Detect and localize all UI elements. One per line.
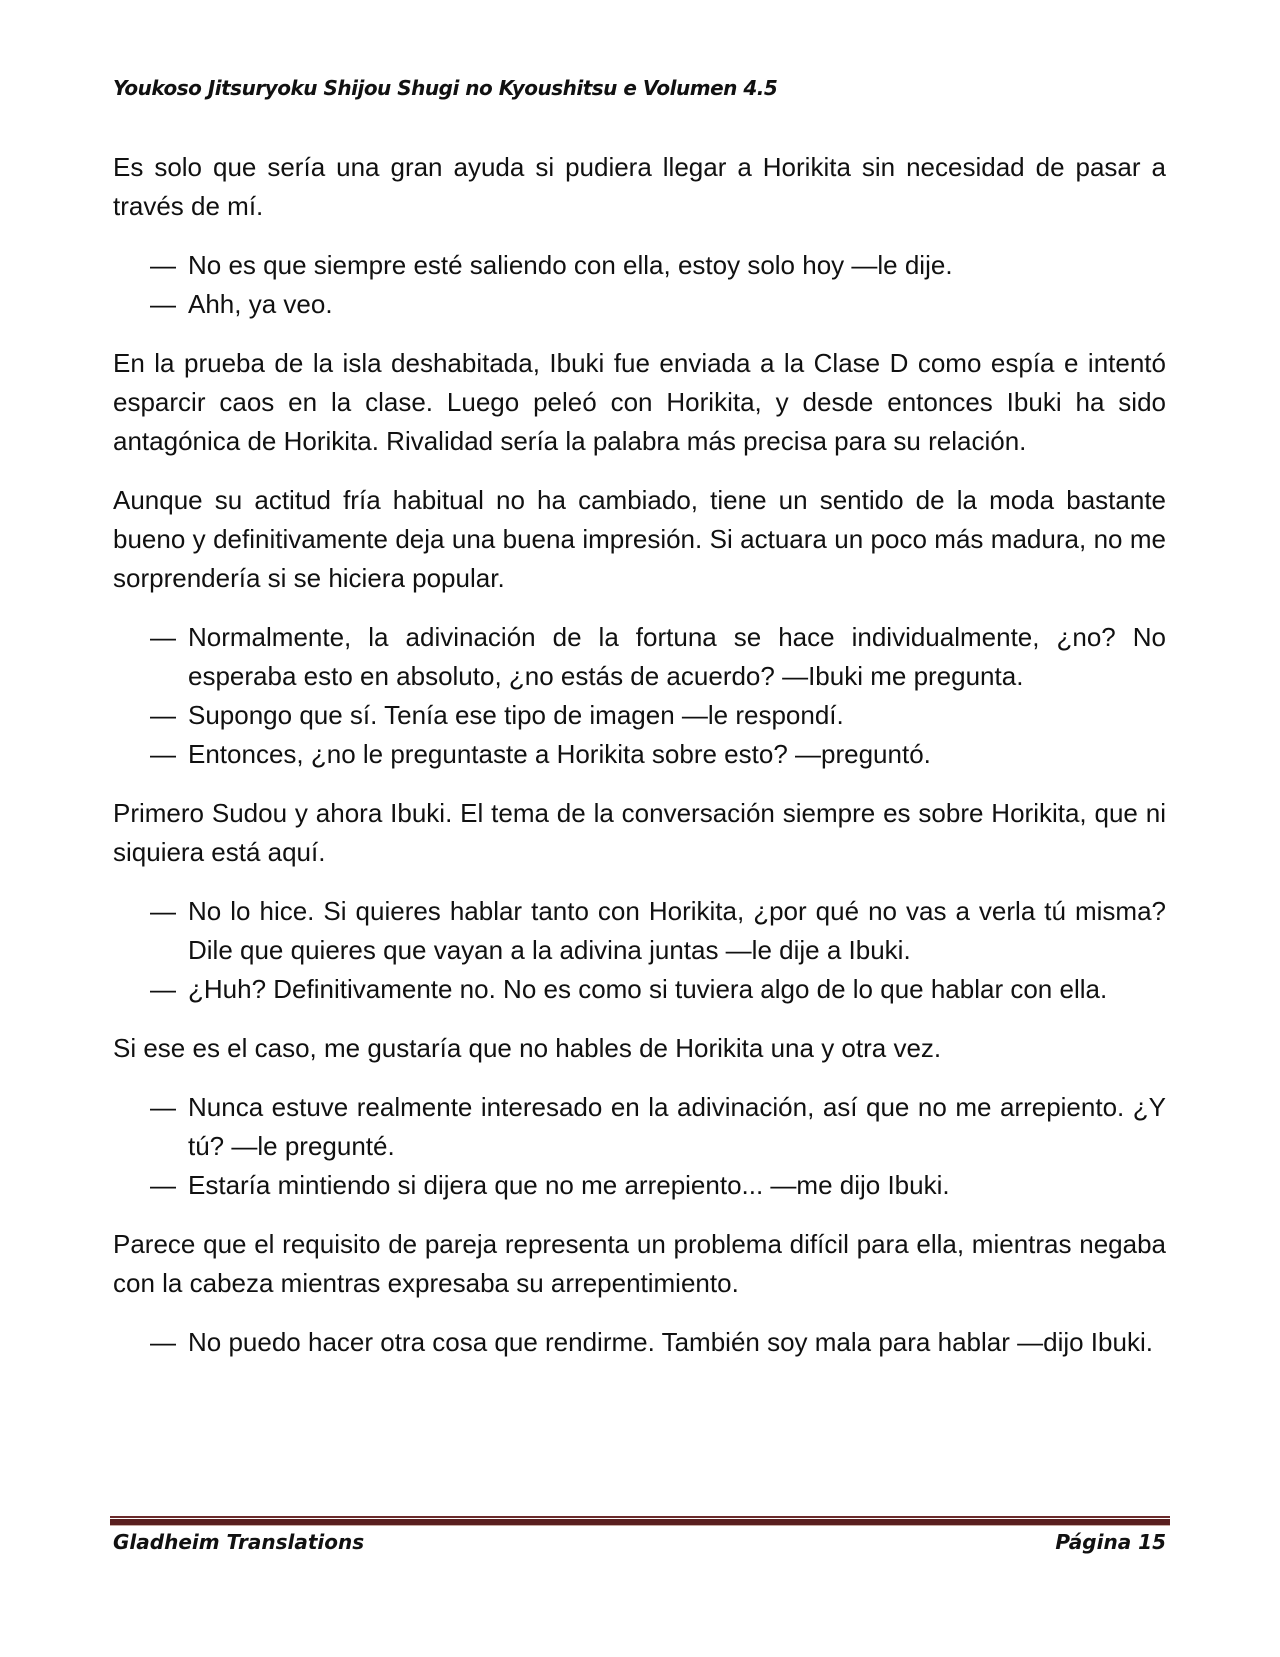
dialogue-line [113, 892, 1166, 970]
dash-mark: — [150, 250, 176, 280]
dash-mark: — [150, 1092, 176, 1122]
dialogue-line [113, 735, 1166, 774]
footer-translator: Gladheim Translations [113, 1530, 365, 1554]
dialogue-line [113, 970, 1166, 1009]
dialogue-text: Entonces, ¿no le preguntaste a Horikita sobre esto? —preguntó. [188, 739, 931, 769]
dash-mark: — [150, 289, 176, 319]
dialogue-text: Nunca estuve realmente interesado en la adivinación, así que no me arrepiento. ¿Y tú? —le pregunté. [188, 1092, 1166, 1161]
dash-mark: — [150, 622, 176, 652]
dialogue-line [113, 1323, 1166, 1362]
dash-mark: — [150, 1170, 176, 1200]
dialogue-group [113, 246, 1166, 324]
dialogue-text: Ahh, ya veo. [188, 289, 333, 319]
footer-page-number: Página 15 [1055, 1530, 1166, 1554]
dialogue-line [113, 618, 1166, 696]
dialogue-line [113, 696, 1166, 735]
paragraph: Es solo que sería una gran ayuda si pudiera llegar a Horikita sin necesidad de pasar a través de mí. [113, 152, 1166, 221]
dialogue-group [113, 1323, 1166, 1362]
running-header: Youkoso Jitsuryoku Shijou Shugi no Kyoushitsu e Volumen 4.5 [113, 76, 778, 100]
dash-mark: — [150, 1327, 176, 1357]
dialogue-group [113, 1088, 1166, 1205]
page-body [113, 148, 1166, 1382]
dialogue-line [113, 285, 1166, 324]
footer-rule [110, 1516, 1170, 1526]
dialogue-line [113, 246, 1166, 285]
paragraph: Primero Sudou y ahora Ibuki. El tema de la conversación siempre es sobre Horikita, que ni siquiera está aquí. [113, 798, 1166, 867]
paragraph: Aunque su actitud fría habitual no ha cambiado, tiene un sentido de la moda bastante bueno y definitivamente deja una buena impresión. Si actuara un poco más madura, no me sorprendería si se hiciera popular. [113, 485, 1166, 593]
dash-mark: — [150, 700, 176, 730]
dialogue-text: No lo hice. Si quieres hablar tanto con Horikita, ¿por qué no vas a verla tú misma? Dile que quieres que vayan a la adivina juntas —le dije a Ibuki. [188, 896, 1166, 965]
dialogue-line [113, 1088, 1166, 1166]
dash-mark: — [150, 974, 176, 1004]
paragraph: En la prueba de la isla deshabitada, Ibuki fue enviada a la Clase D como espía e intentó esparcir caos en la clase. Luego peleó con Horikita, y desde entonces Ibuki ha sido antagónica de Horikita. Rivalidad sería la palabra más precisa para su relación. [113, 348, 1166, 456]
dialogue-text: No puedo hacer otra cosa que rendirme. También soy mala para hablar —dijo Ibuki. [188, 1327, 1153, 1357]
dialogue-group [113, 892, 1166, 1009]
paragraph: Si ese es el caso, me gustaría que no hables de Horikita una y otra vez. [113, 1033, 942, 1063]
dialogue-line [113, 1166, 1166, 1205]
dialogue-text: Supongo que sí. Tenía ese tipo de imagen —le respondí. [188, 700, 844, 730]
paragraph: Parece que el requisito de pareja representa un problema difícil para ella, mientras negaba con la cabeza mientras expresaba su arrepentimiento. [113, 1229, 1166, 1298]
dialogue-text: Estaría mintiendo si dijera que no me arrepiento... —me dijo Ibuki. [188, 1170, 950, 1200]
dialogue-group [113, 618, 1166, 774]
dash-mark: — [150, 739, 176, 769]
dialogue-text: Normalmente, la adivinación de la fortuna se hace individualmente, ¿no? No esperaba esto en absoluto, ¿no estás de acuerdo? —Ibuki me pregunta. [188, 622, 1166, 691]
dash-mark: — [150, 896, 176, 926]
dialogue-text: ¿Huh? Definitivamente no. No es como si tuviera algo de lo que hablar con ella. [188, 974, 1108, 1004]
dialogue-text: No es que siempre esté saliendo con ella, estoy solo hoy —le dije. [188, 250, 953, 280]
